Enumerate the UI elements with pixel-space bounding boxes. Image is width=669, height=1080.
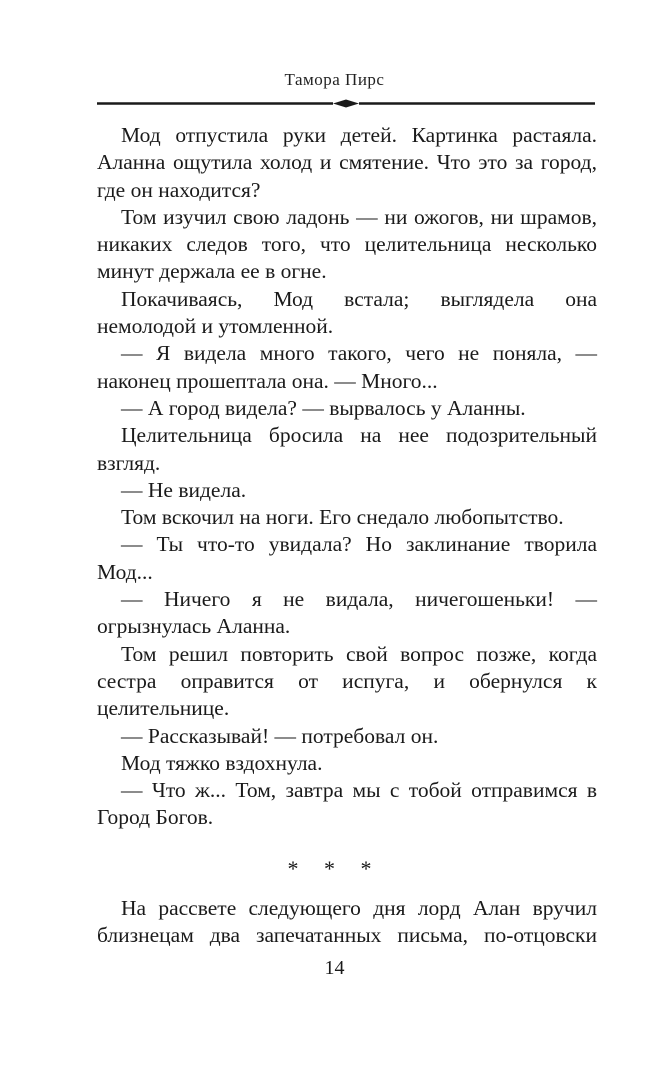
paragraph: Том изучил свою ладонь — ни ожогов, ни шрамов, никаких следов того, что целительница несколько минут держала ее в огне. [97, 204, 597, 284]
paragraph: — Ничего я не видала, ничегошеньки! — огрызнулась Аланна. [97, 587, 597, 639]
paragraph: На рассвете следующего дня лорд Алан вручил близнецам два запечатанных письма, по-отцовски [97, 896, 597, 948]
header-rule [97, 99, 595, 108]
paragraph: Мод тяжко вздохнула. [121, 750, 323, 775]
paragraph: Целительница бросила на нее подозрительный взгляд. [97, 423, 597, 475]
paragraph: — Рассказывай! — потребовал он. [121, 723, 439, 748]
paragraph: Покачиваясь, Мод встала; выглядела она немолодой и утомленной. [97, 286, 597, 339]
paragraph: Мод отпустила руки детей. Картинка растаяла. Аланна ощутила холод и смятение. Что это за город, где он находится? [97, 123, 597, 202]
paragraph: — Ты что-то увидала? Но заклинание творила Мод... [97, 532, 597, 584]
paragraph: Том вскочил на ноги. Его снедало любопытство. [121, 505, 564, 530]
paragraph: — Я видела много такого, чего не поняла, — наконец прошептала она. — Много... [97, 341, 597, 393]
main-text-block [97, 122, 597, 832]
paragraph: — Что ж... Том, завтра мы с тобой отправимся в Город Богов. [97, 778, 597, 830]
paragraph: Том решил повторить свой вопрос позже, когда сестра оправится от испуга, и обернулся к целительнице. [97, 641, 597, 721]
paragraph: — Не видела. [121, 477, 247, 502]
paragraph: — А город видела? — вырвалось у Аланны. [121, 395, 526, 420]
continuation-text-block [97, 895, 597, 950]
running-head-author: Тамора Пирс [284, 70, 385, 89]
page-number: 14 [324, 957, 345, 979]
section-break: * * * [287, 856, 382, 881]
